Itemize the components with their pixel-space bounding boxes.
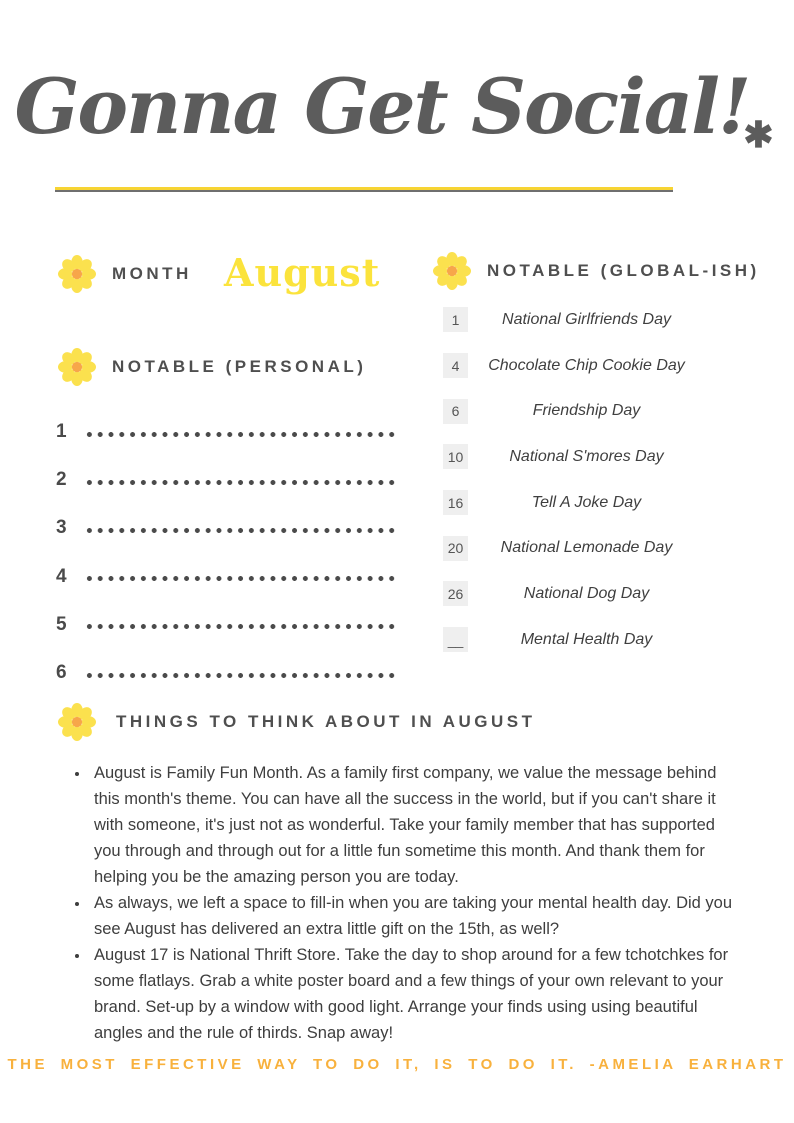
- holiday-row: [443, 571, 705, 617]
- personal-row: [56, 408, 398, 456]
- personal-row: [56, 649, 398, 697]
- things-section: [58, 703, 536, 741]
- page-title-text: Gonna Get Social!: [14, 62, 750, 151]
- personal-row-number: 5: [56, 613, 67, 635]
- fill-in-dotted-line: [84, 479, 398, 486]
- personal-label: NOTABLE (PERSONAL): [112, 357, 367, 376]
- holiday-day-badge: 10: [443, 444, 468, 469]
- global-section: [433, 252, 760, 290]
- holiday-list: [443, 297, 705, 663]
- personal-row: [56, 456, 398, 504]
- asterisk-flourish-icon: ✱: [743, 114, 774, 156]
- holiday-name: Mental Health Day: [520, 630, 653, 648]
- fill-in-dotted-line: [84, 431, 398, 438]
- holiday-row: [443, 434, 705, 480]
- holiday-name: National S'mores Day: [509, 447, 664, 465]
- fill-in-dotted-line: [84, 672, 398, 679]
- holiday-row: [443, 525, 705, 571]
- holiday-day-badge: 26: [443, 581, 468, 606]
- flower-icon: [433, 252, 471, 290]
- holiday-day-badge: 1: [443, 307, 468, 332]
- personal-row: [56, 504, 398, 552]
- holiday-name: Friendship Day: [532, 402, 641, 420]
- personal-row-number: 4: [56, 565, 67, 587]
- holiday-day-badge: 20: [443, 536, 468, 561]
- fill-in-dotted-line: [84, 623, 398, 630]
- holiday-row: [443, 343, 705, 389]
- flower-icon: [58, 348, 96, 386]
- holiday-name: Tell A Joke Day: [531, 493, 642, 511]
- page-title: [0, 62, 794, 156]
- fill-in-dotted-line: [84, 575, 398, 582]
- holiday-name: National Girlfriends Day: [502, 310, 671, 328]
- holiday-day-badge: 16: [443, 490, 468, 515]
- month-label: MONTH: [112, 264, 192, 283]
- personal-row: [56, 601, 398, 649]
- fill-in-dotted-line: [84, 527, 398, 534]
- personal-row: [56, 553, 398, 601]
- title-underline: [55, 187, 673, 192]
- month-value: August: [224, 250, 381, 295]
- flower-icon: [58, 703, 96, 741]
- note-bullet: • As always, we left a space to fill-in when you are taking your mental health day. Did you see August has delivered an extra little gift on the 15th, as well?: [90, 890, 734, 942]
- things-label: THINGS TO THINK ABOUT IN AUGUST: [116, 712, 536, 731]
- holiday-row: [443, 297, 705, 343]
- footer-quote: THE MOST EFFECTIVE WAY TO DO IT, IS TO DO IT. -AMELIA EARHART: [7, 1056, 787, 1073]
- flower-icon: [58, 255, 96, 293]
- holiday-name: National Lemonade Day: [500, 539, 673, 557]
- holiday-row: [443, 388, 705, 434]
- holiday-row: [443, 617, 705, 663]
- holiday-row: [443, 480, 705, 526]
- personal-row-number: 1: [56, 421, 67, 443]
- month-section: [58, 255, 192, 293]
- holiday-day-badge: __: [443, 627, 468, 652]
- note-bullet: • August 17 is National Thrift Store. Take the day to shop around for a few tchotchkes for some flatlays. Grab a white poster board and a few things of your own relevant to your brand. Set-up by a window with good light. Arrange your finds using using beautiful angles and the rule of thirds. Snap away!: [90, 942, 734, 1046]
- personal-row-number: 6: [56, 662, 67, 684]
- personal-list: [56, 408, 398, 697]
- holiday-day-badge: 6: [443, 399, 468, 424]
- personal-section: [58, 348, 366, 386]
- holiday-name: Chocolate Chip Cookie Day: [488, 356, 685, 374]
- holiday-name: National Dog Day: [523, 584, 650, 602]
- global-label: NOTABLE (GLOBAL-ISH): [487, 261, 760, 280]
- notes-list: [66, 760, 734, 1046]
- holiday-day-badge: 4: [443, 353, 468, 378]
- personal-row-number: 3: [56, 517, 67, 539]
- note-bullet: • August is Family Fun Month. As a family first company, we value the message behind this month's theme. You can have all the success in the world, but if you can't share it with someone, it's just not as wonderful. Take your family member that has supported you through and through out for a little fun sometime this month. And thank them for helping you be the amazing person you are today.: [90, 760, 734, 890]
- personal-row-number: 2: [56, 469, 67, 491]
